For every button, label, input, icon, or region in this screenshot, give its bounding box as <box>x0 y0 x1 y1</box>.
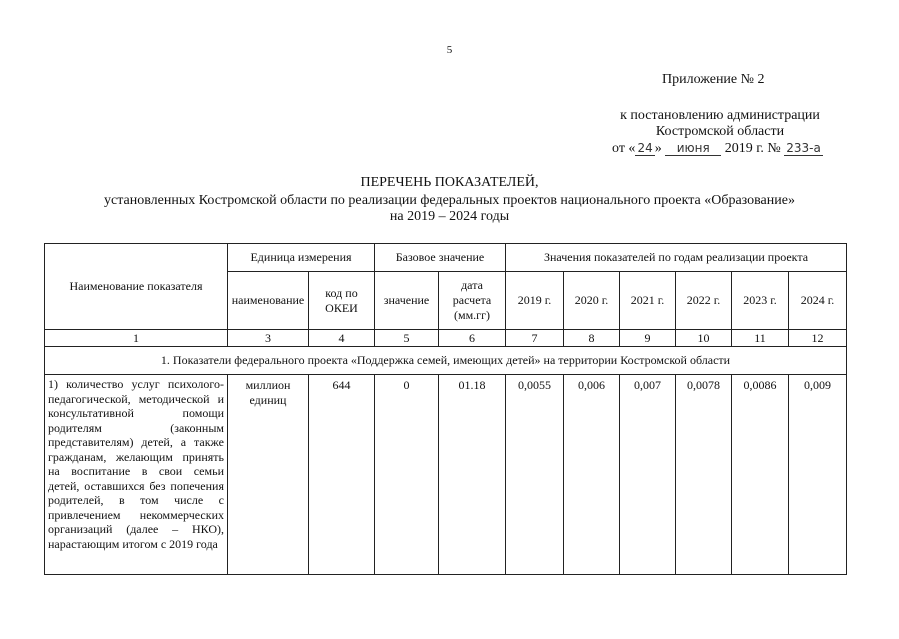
section-row <box>45 347 847 375</box>
date-prefix: от « <box>612 141 636 156</box>
section-title: 1. Показатели федерального проекта «Поддержка семей, имеющих детей» на территории Костромской области <box>45 347 847 375</box>
header-year: 2020 г. <box>564 272 620 330</box>
document-title-line-3: на 2019 – 2024 годы <box>389 209 510 224</box>
year-value-cell: 0,0078 <box>676 375 732 575</box>
indicator-name-cell: 1) количество услуг психолого-педагогической, методической и консультативной помощи родителям (законным представителям) детей, а также гражданам, желающим принять на воспитание в свои семьи детей, оставшихся без попечения родителей, в том числе с привлечением некоммерческих организаций (далее – НКО), нарастающим итогом с 2019 года <box>45 375 228 575</box>
document-title-line-1: ПЕРЕЧЕНЬ ПОКАЗАТЕЛЕЙ, <box>360 175 539 190</box>
unit-name-cell: миллион единиц <box>228 375 309 575</box>
indicators-table <box>44 243 847 575</box>
header-year: 2024 г. <box>789 272 847 330</box>
header-yearly-values: Значения показателей по годам реализации проекта <box>506 244 847 272</box>
column-number: 7 <box>506 330 564 347</box>
column-number: 4 <box>309 330 375 347</box>
year-value-cell: 0,0086 <box>732 375 789 575</box>
year-value-cell: 0,007 <box>620 375 676 575</box>
header-year: 2022 г. <box>676 272 732 330</box>
header-base-value: Базовое значение <box>375 244 506 272</box>
header-indicator-name: Наименование показателя <box>45 244 228 330</box>
handwritten-month: июня <box>665 141 721 156</box>
resolution-line-1: к постановлению администрации <box>620 108 820 123</box>
year-value-cell: 0,009 <box>789 375 847 575</box>
resolution-date-line <box>612 141 823 157</box>
date-year: 2019 г. № <box>724 141 781 156</box>
column-number: 1 <box>45 330 228 347</box>
column-number: 10 <box>676 330 732 347</box>
column-number: 5 <box>375 330 439 347</box>
okei-code-cell: 644 <box>309 375 375 575</box>
header-year: 2019 г. <box>506 272 564 330</box>
header-unit: Единица измерения <box>228 244 375 272</box>
header-okei-code: код по ОКЕИ <box>309 272 375 330</box>
year-value-cell: 0,006 <box>564 375 620 575</box>
header-year: 2021 г. <box>620 272 676 330</box>
base-value-cell: 0 <box>375 375 439 575</box>
column-number: 8 <box>564 330 620 347</box>
column-number: 3 <box>228 330 309 347</box>
column-number: 9 <box>620 330 676 347</box>
column-numbers-row <box>45 330 847 347</box>
date-mid: » <box>654 141 662 156</box>
resolution-line-2: Костромской области <box>655 124 785 139</box>
handwritten-day: 24 <box>637 141 653 155</box>
column-number: 12 <box>789 330 847 347</box>
header-row-1 <box>45 244 847 272</box>
header-calc-date: дата расчета (мм.гг) <box>439 272 506 330</box>
handwritten-number: 233-а <box>786 141 821 155</box>
year-value-cell: 0,0055 <box>506 375 564 575</box>
column-number: 11 <box>732 330 789 347</box>
table-row <box>45 375 847 575</box>
column-number: 6 <box>439 330 506 347</box>
calc-date-cell: 01.18 <box>439 375 506 575</box>
header-value: значение <box>375 272 439 330</box>
annex-title: Приложение № 2 <box>662 72 765 87</box>
page-number: 5 <box>446 44 453 56</box>
header-unit-name: наименование <box>228 272 309 330</box>
document-title-line-2: установленных Костромской области по реализации федеральных проектов национального проекта «Образование» <box>104 193 795 208</box>
header-year: 2023 г. <box>732 272 789 330</box>
